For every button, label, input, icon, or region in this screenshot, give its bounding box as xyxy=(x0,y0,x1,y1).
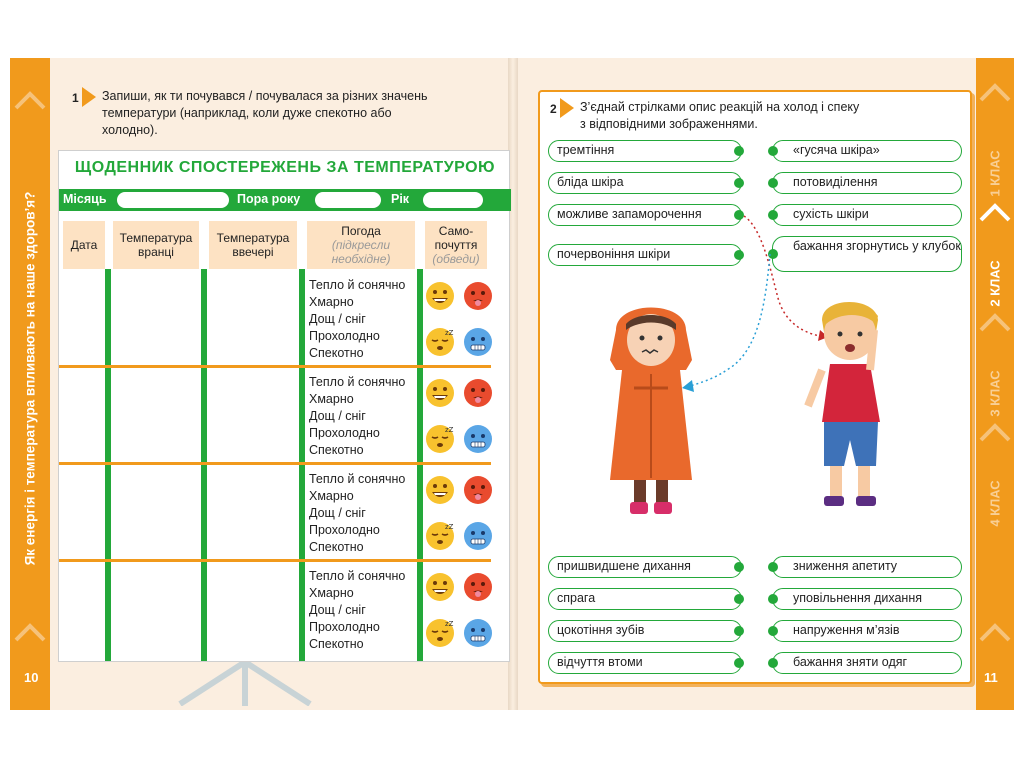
sleepy-face-icon[interactable] xyxy=(425,521,455,551)
observation-diary-board xyxy=(58,150,510,662)
column-divider xyxy=(299,269,305,661)
connector-dot[interactable] xyxy=(734,594,744,604)
year-field[interactable] xyxy=(423,192,483,208)
column-divider xyxy=(201,269,207,661)
weather-options: Тепло й сонячно Хмарно Дощ / сніг Прохолодно Спекотно xyxy=(309,569,406,651)
hot-child-illustration xyxy=(800,290,900,526)
row-divider xyxy=(59,365,491,368)
option-left[interactable]: спрага xyxy=(548,588,742,610)
option-left[interactable]: цокотіння зубів xyxy=(548,620,742,642)
task-1-text: Запиши, як ти почувався / почувалася за різних значень температури (наприклад, коли дуже спекотно або холодно). xyxy=(102,89,428,137)
book-spread xyxy=(10,58,1014,710)
option-right[interactable]: бажання зняти одяг xyxy=(772,652,962,674)
weather-options: Тепло й сонячно Хмарно Дощ / сніг Прохолодно Спекотно xyxy=(309,472,406,554)
easel-stand xyxy=(160,662,330,706)
hot-face-icon[interactable] xyxy=(463,572,493,602)
option-left[interactable]: пришвидшене дихання xyxy=(548,556,742,578)
grinning-face-icon[interactable] xyxy=(425,475,455,505)
task-number: 1 xyxy=(72,91,79,105)
svg-text:zZ: zZ xyxy=(445,426,454,434)
grade-tab-3[interactable]: 3 КЛАС xyxy=(987,369,1003,417)
grinning-face-icon[interactable] xyxy=(425,378,455,408)
option-left[interactable]: бліда шкіра xyxy=(548,172,742,194)
connector-dot[interactable] xyxy=(768,178,778,188)
cold-face-icon[interactable] xyxy=(463,521,493,551)
option-right[interactable]: бажання згорнутись у клубок xyxy=(772,236,962,272)
option-left[interactable]: тремтіння xyxy=(548,140,742,162)
task-2-text: З’єднай стрілками опис реакцій на холод і спеку з відповідними зображеннями. xyxy=(580,100,860,131)
task-arrow-icon xyxy=(82,87,96,107)
header-morning-temp: Температура вранці xyxy=(113,221,199,269)
page-number-left: 10 xyxy=(24,670,39,685)
chapter-title: Як енергія і температура впливають на наше здоров’я? xyxy=(22,191,38,565)
option-left[interactable]: почервоніння шкіри xyxy=(548,244,742,266)
chevron-up-icon xyxy=(979,618,1011,646)
year-label: Рік xyxy=(391,192,410,206)
cold-child-illustration xyxy=(596,290,706,526)
header-evening-temp: Температура ввечері xyxy=(209,221,297,269)
connector-dot[interactable] xyxy=(734,626,744,636)
header-feeling: Само- почуття (обведи) xyxy=(425,221,487,269)
option-right[interactable]: напруження м’язів xyxy=(772,620,962,642)
chevron-up-icon xyxy=(14,618,46,646)
option-left[interactable]: відчуття втоми xyxy=(548,652,742,674)
page-number-right: 11 xyxy=(984,670,998,685)
weather-options: Тепло й сонячно Хмарно Дощ / сніг Прохолодно Спекотно xyxy=(309,278,406,360)
cold-face-icon[interactable] xyxy=(463,424,493,454)
month-field[interactable] xyxy=(117,192,229,208)
season-label: Пора року xyxy=(237,192,301,206)
task-number: 2 xyxy=(550,102,557,116)
header-weather: Погода (підкресли необхідне) xyxy=(307,221,415,269)
cold-face-icon[interactable] xyxy=(463,327,493,357)
diary-title: ЩОДЕННИК СПОСТЕРЕЖЕНЬ ЗА ТЕМПЕРАТУРОЮ xyxy=(74,159,496,176)
svg-text:zZ: zZ xyxy=(445,523,454,531)
hot-face-icon[interactable] xyxy=(463,475,493,505)
sleepy-face-icon[interactable] xyxy=(425,327,455,357)
svg-text:zZ: zZ xyxy=(445,329,454,337)
connector-dot[interactable] xyxy=(768,658,778,668)
option-right[interactable]: сухість шкіри xyxy=(772,204,962,226)
hot-face-icon[interactable] xyxy=(463,281,493,311)
chevron-up-icon xyxy=(979,78,1011,106)
sleepy-face-icon[interactable] xyxy=(425,618,455,648)
column-divider xyxy=(105,269,111,661)
header-date: Дата xyxy=(63,221,105,269)
weather-options: Тепло й сонячно Хмарно Дощ / сніг Прохолодно Спекотно xyxy=(309,375,406,457)
option-right[interactable]: уповільнення дихання xyxy=(772,588,962,610)
option-right[interactable]: «гусяча шкіра» xyxy=(772,140,962,162)
option-right[interactable]: потовиділення xyxy=(772,172,962,194)
connector-dot[interactable] xyxy=(768,146,778,156)
svg-text:zZ: zZ xyxy=(445,620,454,628)
hot-face-icon[interactable] xyxy=(463,378,493,408)
connector-dot[interactable] xyxy=(734,658,744,668)
grinning-face-icon[interactable] xyxy=(425,572,455,602)
grinning-face-icon[interactable] xyxy=(425,281,455,311)
connector-dot[interactable] xyxy=(734,178,744,188)
connector-dot[interactable] xyxy=(734,562,744,572)
grade-tab-1[interactable]: 1 КЛАС xyxy=(987,149,1003,197)
grade-tab-4[interactable]: 4 КЛАС xyxy=(987,479,1003,527)
connector-dot[interactable] xyxy=(768,626,778,636)
month-label: Місяць xyxy=(63,192,107,206)
season-field[interactable] xyxy=(315,192,381,208)
chevron-up-icon xyxy=(14,86,46,114)
grade-tab-2[interactable]: 2 КЛАС xyxy=(987,259,1003,307)
sleepy-face-icon[interactable] xyxy=(425,424,455,454)
task-arrow-icon xyxy=(560,98,574,118)
row-divider xyxy=(59,462,491,465)
option-right[interactable]: зниження апетиту xyxy=(772,556,962,578)
row-divider xyxy=(59,559,491,562)
option-left[interactable]: можливе запаморочення xyxy=(548,204,742,226)
connector-dot[interactable] xyxy=(768,562,778,572)
diary-meta-bar xyxy=(59,189,511,211)
connector-dot[interactable] xyxy=(768,594,778,604)
connector-dot[interactable] xyxy=(734,146,744,156)
column-divider xyxy=(417,269,423,661)
cold-face-icon[interactable] xyxy=(463,618,493,648)
